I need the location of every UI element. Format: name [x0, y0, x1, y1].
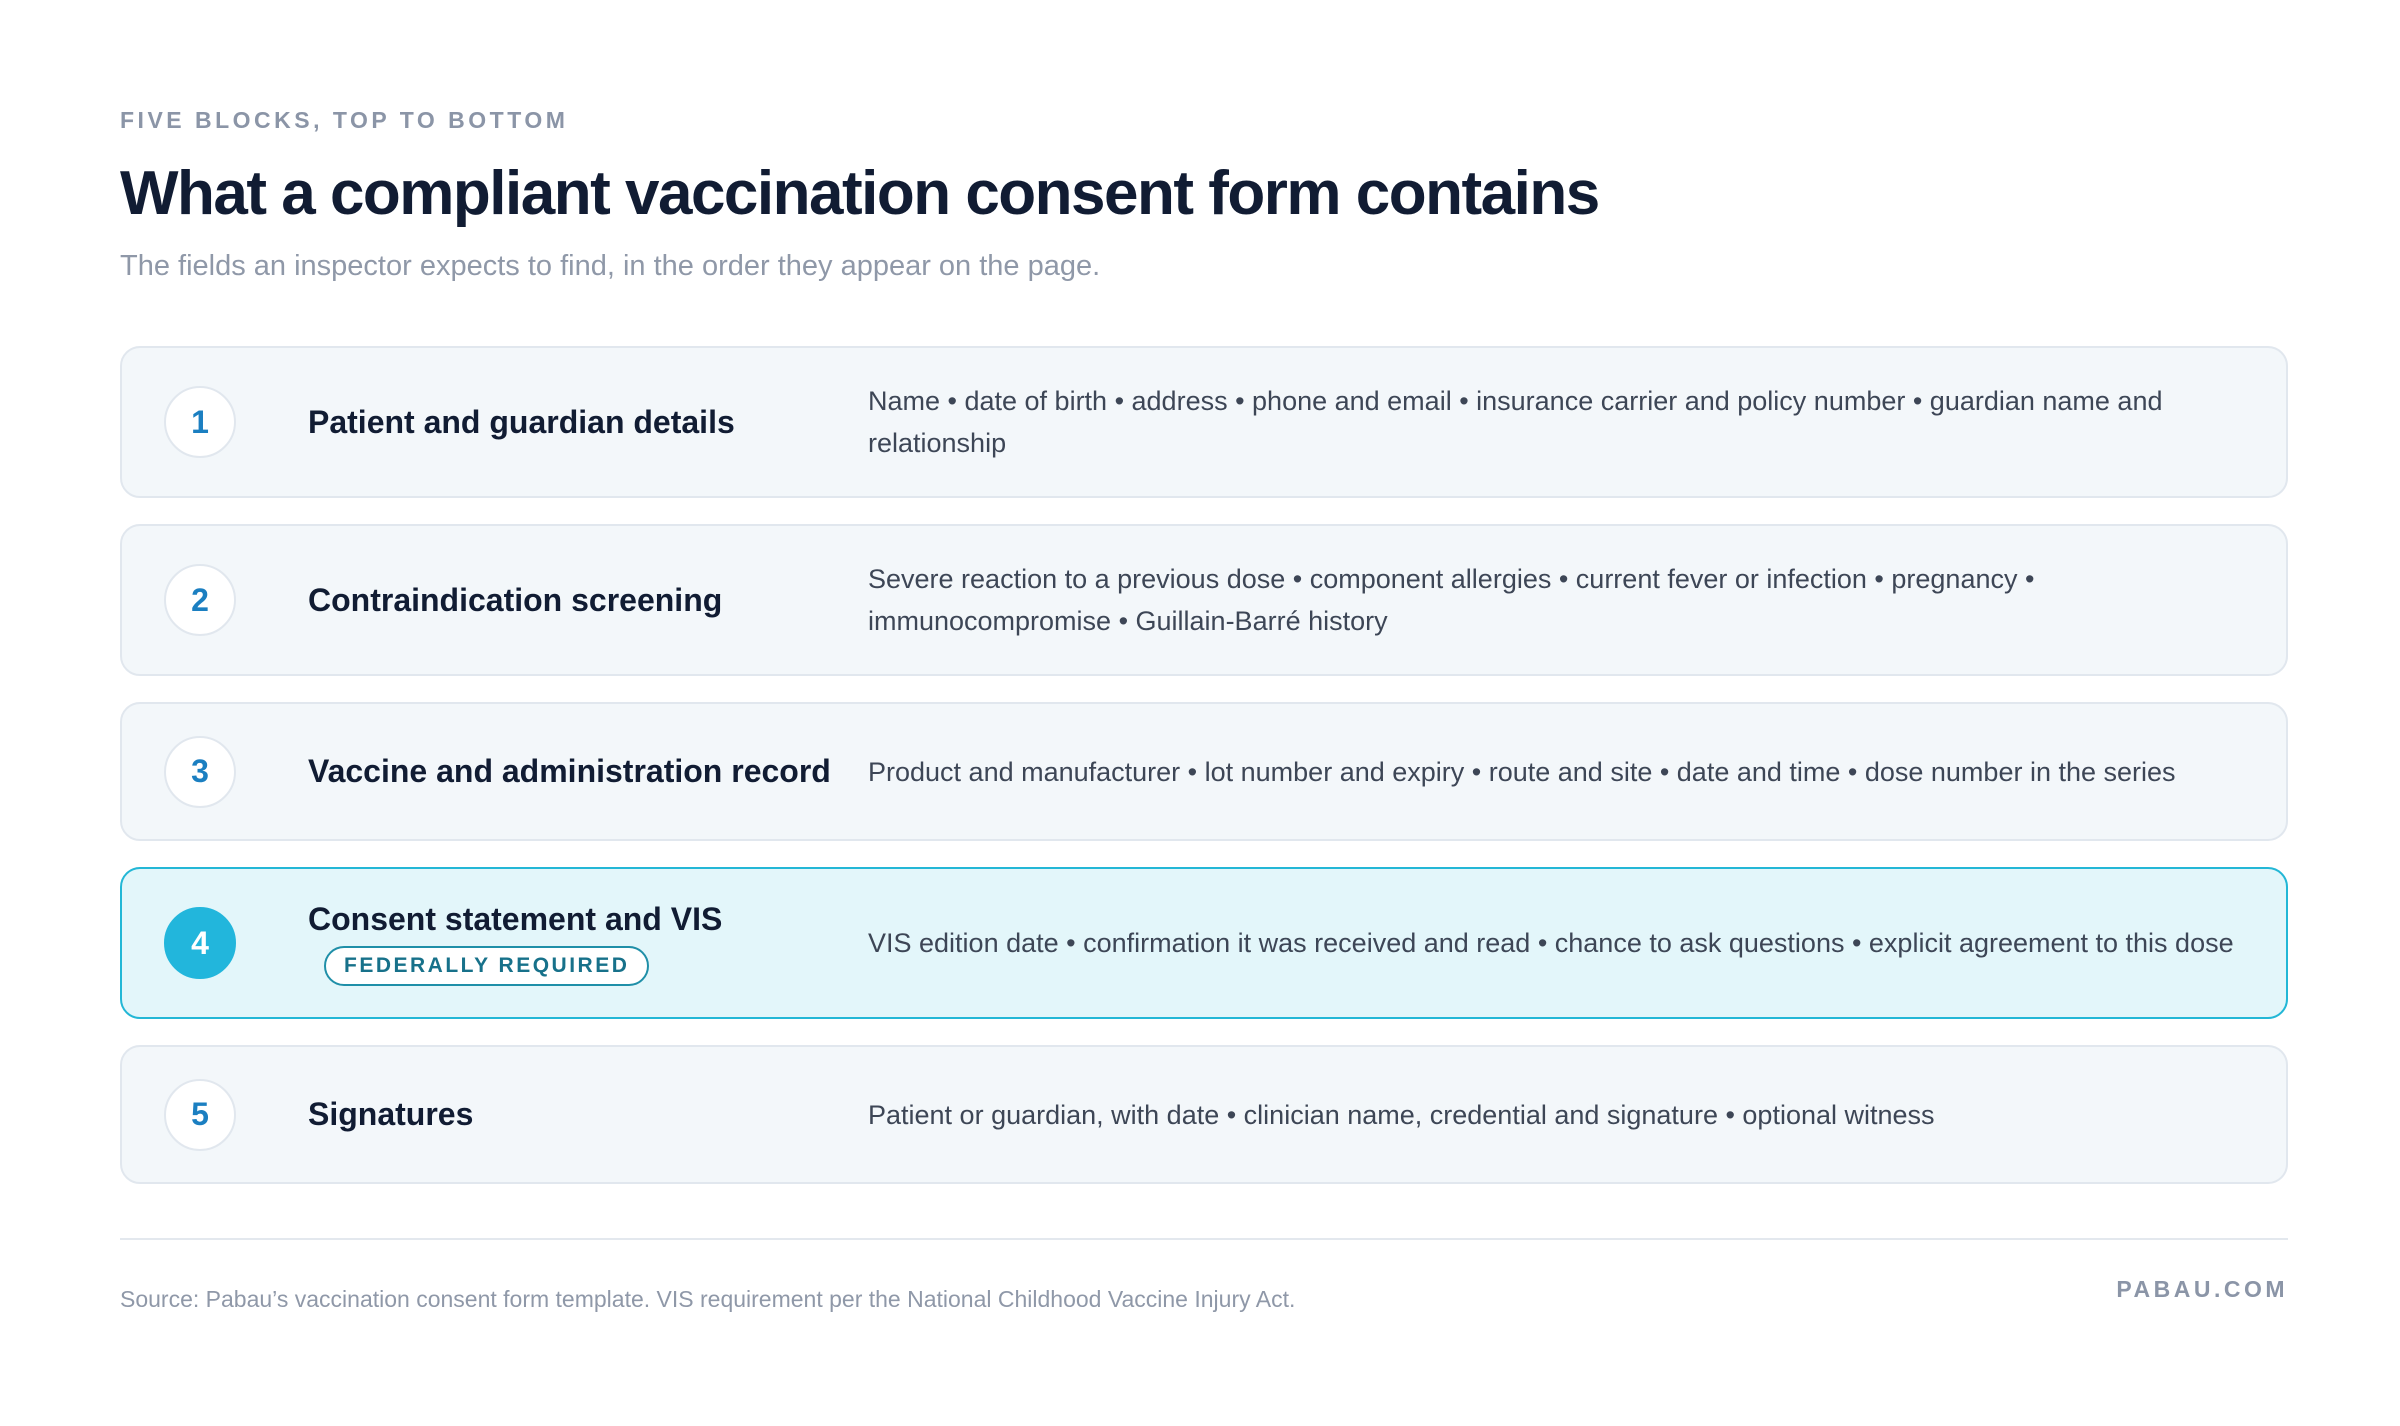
block-name-column	[308, 869, 828, 1017]
block-consent-statement-vis	[120, 867, 2288, 1019]
block-name: Patient and guardian details	[308, 403, 735, 440]
page	[120, 0, 2288, 1426]
block-number: 4	[164, 907, 236, 979]
block-list	[120, 346, 2288, 1210]
block-name: Consent statement and VIS	[308, 900, 723, 937]
block-name: Signatures	[308, 1096, 474, 1132]
block-name-column	[308, 348, 828, 496]
block-name: Contraindication screening	[308, 581, 723, 618]
block-description: Product and manufacturer • lot number and expiry • route and site • date and time • dose number in the series	[868, 756, 2176, 787]
block-vaccine-administration-record	[120, 702, 2288, 841]
block-name-column	[308, 1047, 828, 1182]
block-name: Vaccine and administration record	[308, 753, 831, 789]
block-name-column	[308, 526, 828, 674]
federally-required-badge: FEDERALLY REQUIRED	[324, 946, 649, 986]
block-patient-guardian-details	[120, 346, 2288, 498]
block-description: Severe reaction to a previous dose • component allergies • current fever or infection • pregnancy • immunocompromise • Guillain-Barré history	[868, 564, 2035, 636]
block-description: Patient or guardian, with date • clinician name, credential and signature • optional witness	[868, 1099, 1935, 1130]
block-description: Name • date of birth • address • phone and email • insurance carrier and policy number • guardian name and relationship	[868, 386, 2163, 458]
block-number: 3	[164, 736, 236, 808]
block-signatures	[120, 1045, 2288, 1184]
footer-divider	[120, 1238, 2288, 1240]
block-description: VIS edition date • confirmation it was received and read • chance to ask questions • explicit agreement to this dose	[868, 928, 2234, 958]
block-contraindication-screening	[120, 524, 2288, 676]
block-number: 1	[164, 386, 236, 458]
block-number: 2	[164, 564, 236, 636]
block-number: 5	[164, 1079, 236, 1151]
source-note: Source: Pabau’s vaccination consent form template. VIS requirement per the National Childhood Vaccine Injury Act.	[120, 1286, 1296, 1312]
eyebrow-label: FIVE BLOCKS, TOP TO BOTTOM	[120, 107, 569, 133]
page-title: What a compliant vaccination consent form contains	[120, 159, 1599, 228]
brand-wordmark: PABAU.COM	[2116, 1276, 2288, 1302]
block-name-column	[308, 704, 831, 839]
page-subtitle: The fields an inspector expects to find, in the order they appear on the page.	[120, 250, 1101, 282]
